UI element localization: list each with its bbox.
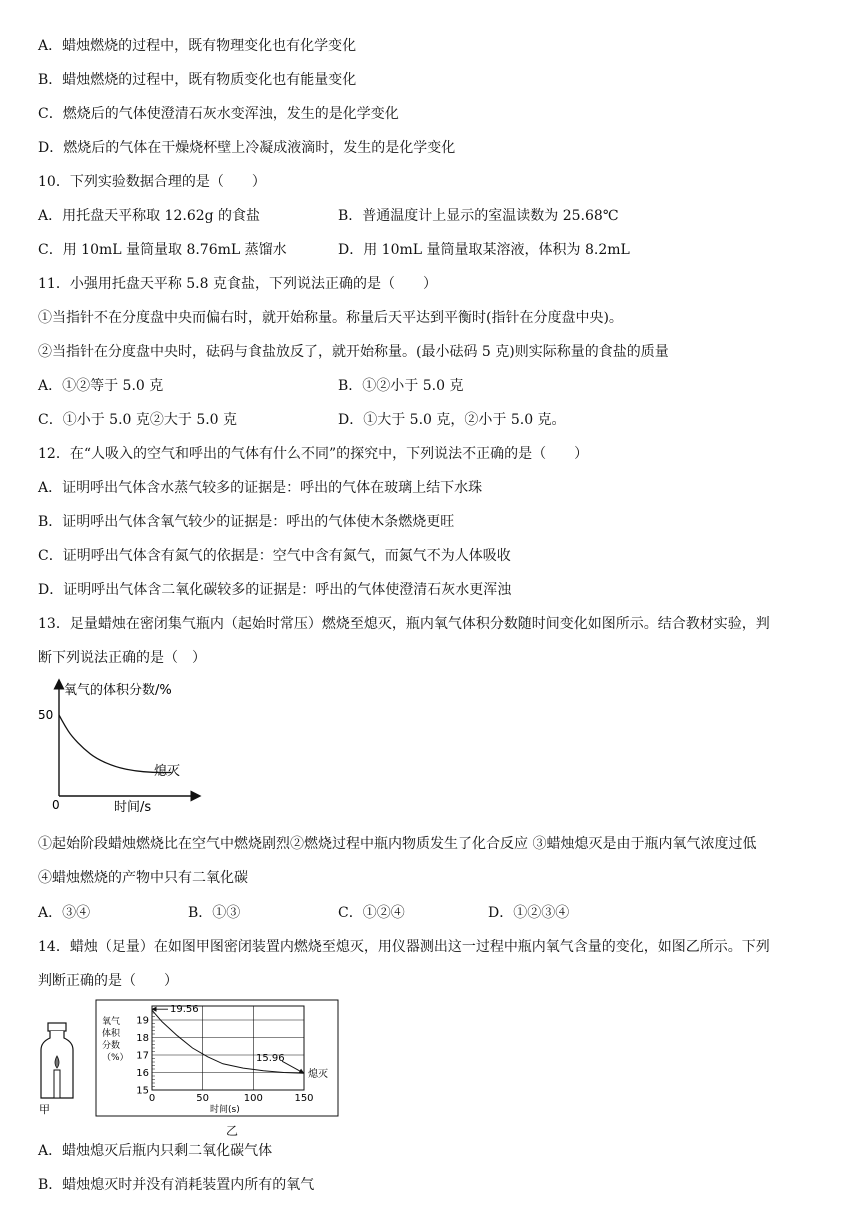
q11-option-c: C．①小于 5.0 克②大于 5.0 克 (38, 412, 238, 428)
q13-option-d: D．①②③④ (488, 905, 570, 921)
q13-oxygen-chart (36, 678, 206, 814)
q9-option-c: C．燃烧后的气体使澄清石灰水变浑浊，发生的是化学变化 (38, 106, 399, 122)
q13-x-axis-label: 时间/s (114, 800, 152, 814)
q11-option-b: B．①②小于 5.0 克 (338, 378, 464, 394)
q14-x-tick-label: 100 (243, 1093, 263, 1104)
bottle-cap (48, 1023, 66, 1031)
q14-option-a: A．蜡烛熄灭后瓶内只剩二氧化碳气体 (38, 1143, 273, 1159)
q12-option-b: B．证明呼出气体含氧气较少的证据是：呼出的气体使木条燃烧更旺 (38, 514, 455, 530)
q10-option-c: C．用 10mL 量筒量取 8.76mL 蒸馏水 (38, 242, 287, 258)
q14-stem-line-2: 判断正确的是（ ） (38, 973, 178, 989)
q14-x-axis-label: 时间(s) (210, 1105, 240, 1115)
q11-statement-1: ①当指针不在分度盘中央而偏右时，就开始称量。称量后天平达到平衡时(指针在分度盘中央)。 (38, 310, 623, 326)
q9-option-d: D．燃烧后的气体在干燥烧杯壁上冷凝成液滴时，发生的是化学变化 (38, 140, 456, 156)
q14-x-tick-label: 150 (294, 1093, 314, 1104)
q13-option-b: B．①③ (188, 905, 241, 921)
q10-option-a: A．用托盘天平称取 12.62g 的食盐 (38, 208, 261, 224)
q13-y-axis-label: 氧气的体积分数/% (64, 683, 172, 698)
candle (54, 1070, 60, 1098)
q13-option-c: C．①②④ (338, 905, 405, 921)
q14-y-label-line: 氧气 (102, 1017, 121, 1027)
q14-y-tick-label: 19 (136, 1015, 149, 1027)
q11-option-a: A．①②等于 5.0 克 (38, 378, 164, 394)
q11-stem: 11．小强用托盘天平称 5.8 克食盐，下列说法正确的是（ ） (38, 276, 437, 292)
q14-x-tick-label: 0 (148, 1093, 156, 1104)
q13-extinguish-label: 熄灭 (154, 764, 181, 779)
q12-option-a: A．证明呼出气体含水蒸气较多的证据是：呼出的气体在玻璃上结下水珠 (38, 480, 483, 496)
q14-start-value-label: 19.56 (170, 1004, 199, 1016)
q14-stem-line-1: 14．蜡烛（足量）在如图甲图密闭装置内燃烧至熄灭，用仪器测出这一过程中瓶内氧气含量的变化，如图乙所示。下列 (38, 939, 770, 955)
q14-candle-bottle-figure (36, 1020, 80, 1116)
q13-option-a: A．③④ (38, 905, 91, 921)
q9-option-b: B．蜡烛燃烧的过程中，既有物质变化也有能量变化 (38, 72, 357, 88)
q14-y-tick-label: 16 (136, 1068, 149, 1079)
q13-statement-2: ④蜡烛燃烧的产物中只有二氧化碳 (38, 870, 248, 886)
q14-y-label-line: 分数 (102, 1041, 121, 1051)
q13-statement-1: ①起始阶段蜡烛燃烧比在空气中燃烧剧烈②燃烧过程中瓶内物质发生了化合反应 ③蜡烛熄灭是由于瓶内氧气浓度过低 (38, 836, 757, 852)
q10-stem: 10．下列实验数据合理的是（ ） (38, 174, 266, 190)
q12-stem: 12．在“人吸入的空气和呼出的气体有什么不同”的探究中，下列说法不正确的是（ ） (38, 446, 589, 462)
q14-y-tick-label: 18 (136, 1033, 149, 1044)
q13-y-tick-50: 50 (38, 708, 54, 722)
q13-origin-label: 0 (52, 798, 60, 812)
q14-x-tick-label: 50 (196, 1093, 210, 1104)
q14-oxygen-chart (94, 998, 340, 1118)
q11-statement-2: ②当指针在分度盘中央时，砝码与食盐放反了，就开始称量。(最小砝码 5 克)则实际称量的食盐的质量 (38, 344, 669, 360)
figure-yi-label: 乙 (226, 1124, 239, 1138)
q14-extinguish-label: 熄灭 (308, 1069, 328, 1081)
q10-option-d: D．用 10mL 量筒量取某溶液，体积为 8.2mL (338, 242, 630, 258)
q14-end-value-label: 15.96 (256, 1053, 285, 1065)
q14-y-label-line: 体积 (102, 1029, 121, 1039)
q10-option-b: B．普通温度计上显示的室温读数为 25.68℃ (338, 208, 619, 224)
q13-stem-line-1: 13．足量蜡烛在密闭集气瓶内（起始时常压）燃烧至熄灭，瓶内氧气体积分数随时间变化如图所示。结合教材实验，判 (38, 616, 770, 632)
q12-option-c: C．证明呼出气体含有氮气的依据是：空气中含有氮气，而氮气不为人体吸收 (38, 548, 511, 564)
figure-jia-label: 甲 (39, 1103, 50, 1116)
q14-option-b: B．蜡烛熄灭时并没有消耗装置内所有的氧气 (38, 1177, 315, 1193)
q13-stem-line-2: 断下列说法正确的是（ ） (38, 650, 206, 666)
q14-y-tick-label: 15 (136, 1085, 149, 1097)
q14-y-tick-label: 17 (136, 1050, 149, 1062)
q11-option-d: D．①大于 5.0 克，②小于 5.0 克。 (338, 412, 566, 428)
q12-option-d: D．证明呼出气体含二氧化碳较多的证据是：呼出的气体使澄清石灰水更浑浊 (38, 582, 512, 598)
q9-option-a: A．蜡烛燃烧的过程中，既有物理变化也有化学变化 (38, 38, 357, 54)
q14-y-label-line: （%） (102, 1053, 129, 1063)
